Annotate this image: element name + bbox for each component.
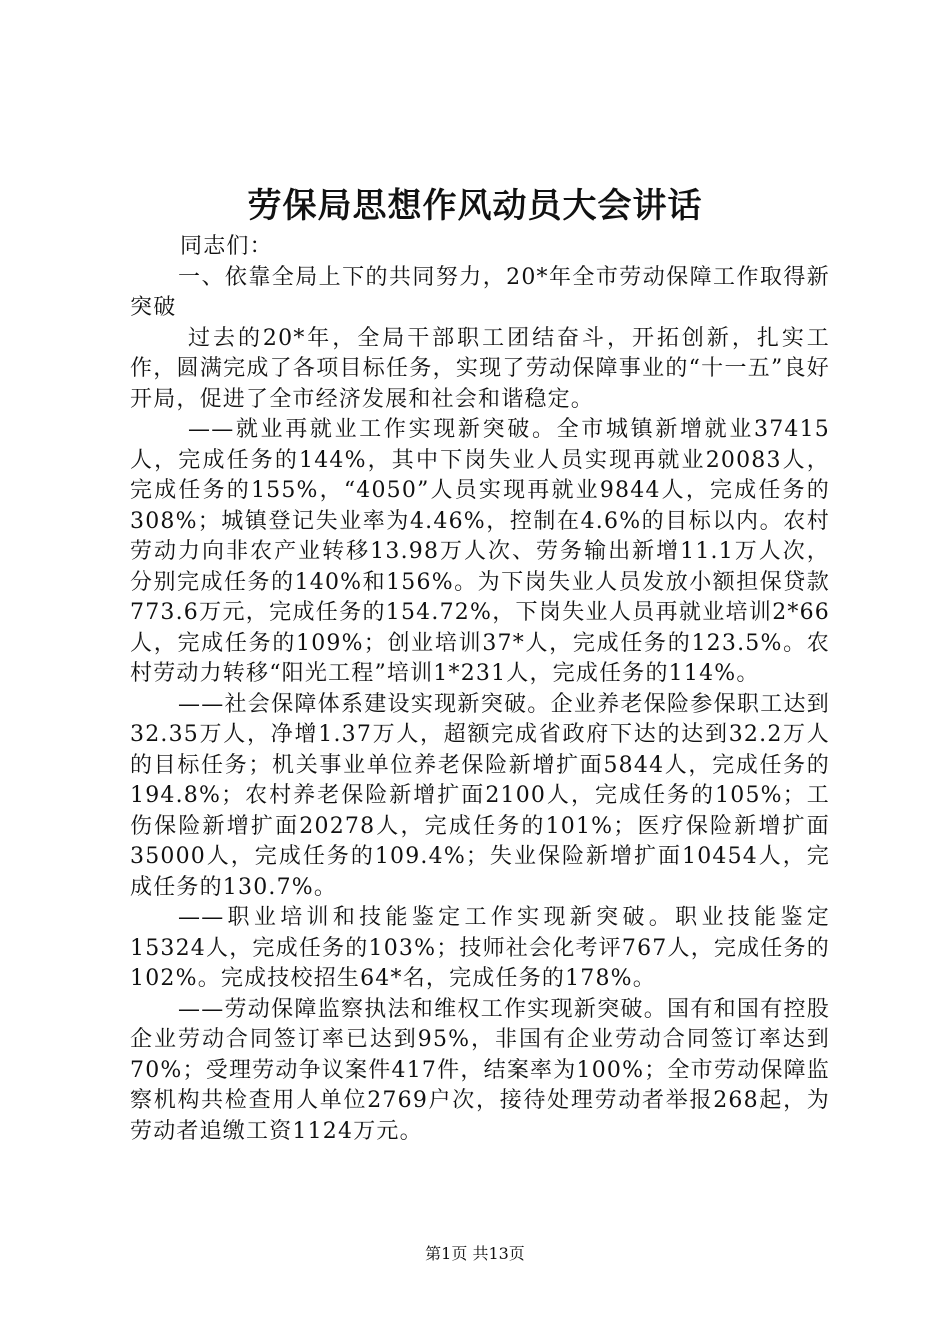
employment-paragraph: ——就业再就业工作实现新突破。全市城镇新增就业37415人，完成任务的144%，其中下岗失业人员实现再就业20083人，完成任务的155%，“4050”人员实现再就业9844人，完成任务的308%；城镇登记失业率为4.46%，控制在4.6%的目标以内。农村劳动力向非农产业转移13.98万人次、劳务输出新增11.1万人次，分别完成任务的140%和156%。为下岗失业人员发放小额担保贷款773.6万元，完成任务的154.72%，下岗失业人员再就业培训2*66人，完成任务的109%；创业培训37*人，完成任务的123.5%。农村劳动力转移“阳光工程”培训1*231人，完成任务的114%。 (130, 417, 830, 686)
page-number-footer: 第1页 共13页 (425, 1244, 525, 1263)
labor-supervision-paragraph: ——劳动保障监察执法和维权工作实现新突破。国有和国有控股企业劳动合同签订率已达到95%，非国有企业劳动合同签订率达到70%；受理劳动争议案件417件，结案率为100%；全市劳动保障监察机构共检查用人单位2769户次，接待处理劳动者举报268起，为劳动者追缴工资1124万元。 (130, 996, 830, 1144)
summary-paragraph: 过去的20*年，全局干部职工团结奋斗，开拓创新，扎实工作，圆满完成了各项目标任务，实现了劳动保障事业的“十一五”良好开局，促进了全市经济发展和社会和谐稳定。 (130, 325, 830, 412)
vocational-training-paragraph: ——职业培训和技能鉴定工作实现新突破。职业技能鉴定15324人，完成任务的103%；技师社会化考评767人，完成任务的102%。完成技校招生64*名，完成任务的178%。 (130, 905, 830, 991)
document-body (130, 232, 830, 1147)
social-security-paragraph: ——社会保障体系建设实现新突破。企业养老保险参保职工达到32.35万人，净增1.37万人，超额完成省政府下达的达到32.2万人的目标任务；机关事业单位养老保险新增扩面5844人，完成任务的194.8%；农村养老保险新增扩面2100人，完成任务的105%；工伤保险新增扩面20278人，完成任务的101%；医疗保险新增扩面35000人，完成任务的109.4%；失业保险新增扩面10454人，完成任务的130.7%。 (130, 691, 830, 900)
salutation-paragraph: 同志们： (180, 234, 273, 259)
section-heading-paragraph: 一、依靠全局上下的共同努力，20*年全市劳动保障工作取得新突破 (130, 264, 830, 320)
document-title: 劳保局思想作风动员大会讲话 (247, 186, 703, 226)
